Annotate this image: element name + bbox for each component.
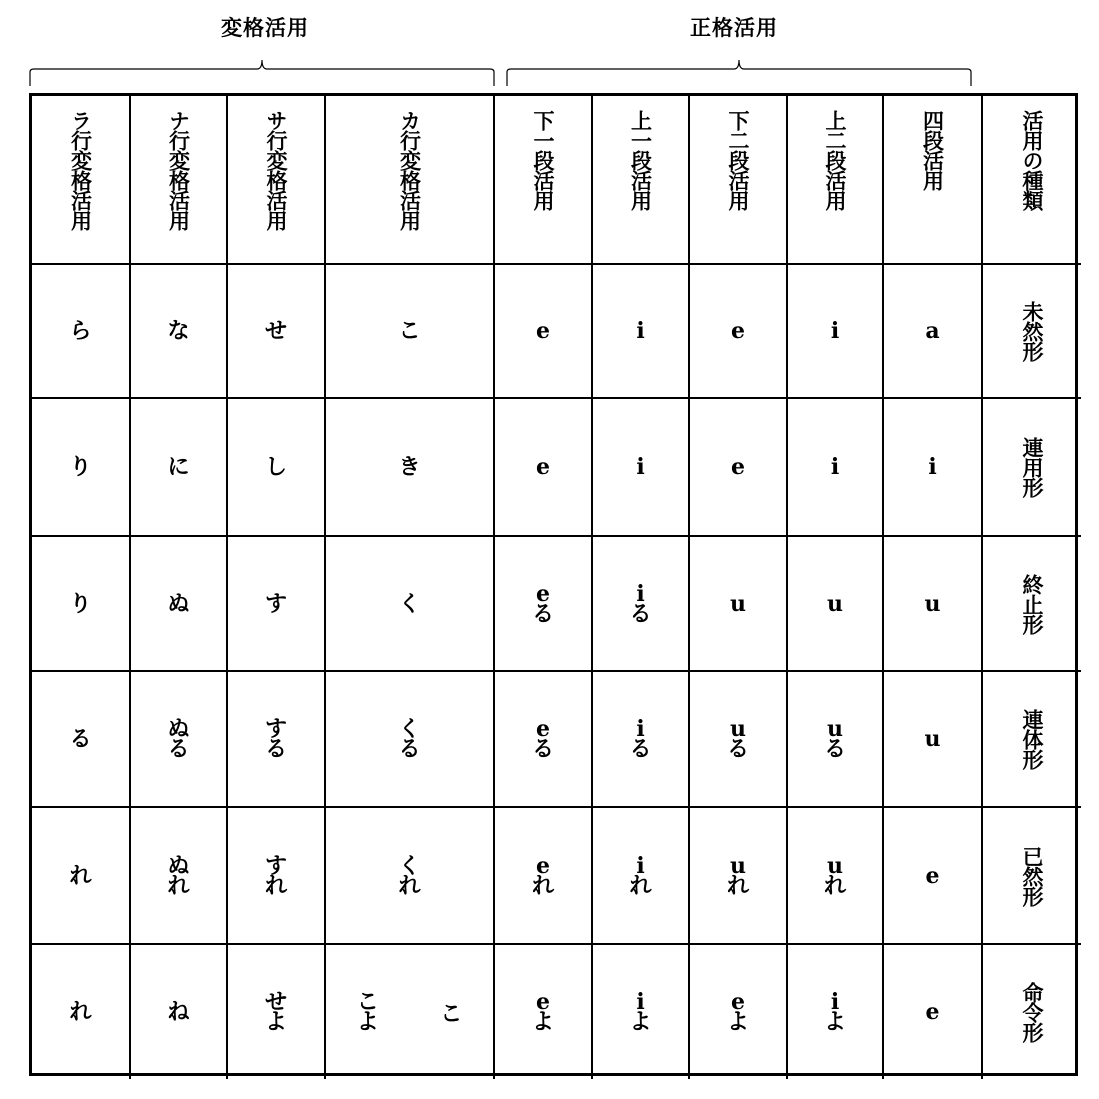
table-cell: [690, 945, 788, 1079]
row-label-cell: [983, 265, 1081, 399]
cell-text: u: [827, 590, 843, 617]
table-cell: [326, 399, 495, 537]
cell-text: る: [531, 736, 554, 762]
header-cell: [788, 96, 884, 265]
table-cell: [32, 399, 131, 537]
conjugation-table: [29, 93, 1078, 1076]
cell-text: こ: [356, 989, 379, 1015]
cell-text: に: [167, 454, 190, 480]
cell-text: a: [925, 318, 940, 344]
column-header: 下二段活用: [726, 110, 750, 210]
cell-text: る: [531, 600, 554, 627]
table-cell: [884, 672, 983, 808]
table-cell: [788, 808, 884, 945]
cell-text: れ: [398, 872, 421, 899]
table-cell: [326, 672, 495, 808]
table-cell: [788, 537, 884, 672]
table-cell: [131, 672, 228, 808]
table-cell: [326, 537, 495, 672]
cell-text: ね: [167, 999, 190, 1025]
cell-text: よ: [356, 1009, 379, 1035]
table-cell: [884, 537, 983, 672]
table-cell: [228, 945, 326, 1079]
header-cell: [131, 96, 228, 265]
table-cell: [32, 672, 131, 808]
cell-text: よ: [629, 1009, 652, 1035]
cell-text: し: [264, 454, 287, 480]
cell-text: る: [629, 736, 652, 762]
table-cell: [326, 808, 495, 945]
cell-text: り: [69, 454, 92, 480]
row-label: 未然形: [1020, 301, 1044, 361]
table-cell: [228, 399, 326, 537]
table-cell: [228, 265, 326, 399]
table-cell: [690, 399, 788, 537]
cell-text: せ: [264, 318, 287, 344]
header-cell: [32, 96, 131, 265]
cell-text: e: [730, 989, 745, 1015]
cell-text: な: [167, 318, 190, 344]
cell-text: よ: [823, 1009, 846, 1035]
cell-text: u: [730, 590, 746, 617]
cell-text: れ: [531, 872, 554, 899]
cell-text: e: [925, 862, 940, 889]
table-cell: [788, 399, 884, 537]
cell-text: こ: [440, 1000, 463, 1027]
table-cell: [228, 672, 326, 808]
cell-text: ぬ: [167, 852, 190, 879]
table-cell: [690, 808, 788, 945]
cell-text: ぬ: [167, 590, 190, 617]
row-label-cell: [983, 945, 1081, 1079]
table-cell: [32, 808, 131, 945]
table-cell: [593, 672, 690, 808]
table-cell: [690, 537, 788, 672]
table-cell: [788, 945, 884, 1079]
cell-text: よ: [726, 1009, 749, 1035]
cell-text: i: [928, 454, 937, 480]
cell-text: る: [823, 736, 846, 762]
header-cell: [593, 96, 690, 265]
cell-text: る: [167, 736, 190, 762]
irregular-group-title: 変格活用: [221, 16, 309, 40]
table-cell: [788, 265, 884, 399]
table-cell: [228, 537, 326, 672]
row-label: 連用形: [1020, 437, 1044, 497]
row-label-cell: [983, 808, 1081, 945]
table-cell: [495, 537, 593, 672]
cell-text: ら: [69, 318, 92, 344]
cell-text: す: [264, 590, 287, 617]
table-cell: [884, 945, 983, 1079]
cell-text: く: [398, 590, 421, 617]
row-label: 連体形: [1020, 709, 1044, 769]
cell-text: i: [636, 716, 645, 742]
table-cell: [690, 265, 788, 399]
cell-text: e: [535, 989, 550, 1015]
column-header: ナ行変格活用: [166, 110, 191, 230]
table-cell: [593, 399, 690, 537]
header-cell: [983, 96, 1081, 265]
header-cell: [228, 96, 326, 265]
cell-text: e: [536, 454, 550, 480]
cell-text: e: [535, 716, 550, 742]
cell-text: こ: [398, 318, 421, 344]
cell-text: れ: [629, 872, 652, 899]
regular-bracket: [505, 52, 973, 88]
cell-text: ぬ: [167, 716, 190, 742]
cell-text: u: [826, 852, 843, 879]
table-cell: [131, 537, 228, 672]
column-header: 下一段活用: [531, 110, 555, 210]
cell-text: る: [69, 726, 92, 752]
cell-text: よ: [264, 1009, 287, 1035]
cell-text: i: [636, 852, 645, 879]
column-header: 上二段活用: [823, 110, 847, 210]
cell-text: せ: [264, 989, 287, 1015]
table-cell: [495, 945, 593, 1079]
header-cell: [495, 96, 593, 265]
cell-text: れ: [69, 862, 92, 889]
cell-text: u: [729, 852, 746, 879]
table-cell: [131, 265, 228, 399]
table-cell: [32, 537, 131, 672]
table-cell: [690, 672, 788, 808]
cell-text: る: [726, 736, 749, 762]
regular-group-title: 正格活用: [690, 16, 778, 40]
cell-text: i: [830, 989, 840, 1015]
table-cell: [495, 672, 593, 808]
cell-text: り: [69, 590, 92, 617]
row-label-cell: [983, 672, 1081, 808]
cell-text: く: [398, 716, 421, 742]
cell-text: き: [398, 454, 421, 480]
column-header: ラ行変格活用: [68, 110, 93, 230]
cell-text: れ: [167, 872, 190, 899]
cell-text: く: [398, 852, 421, 879]
row-label: 終止形: [1020, 573, 1044, 634]
cell-text: i: [636, 580, 645, 607]
cell-text: れ: [823, 872, 846, 899]
row-label-cell: [983, 537, 1081, 672]
table-cell: [495, 399, 593, 537]
cell-text: e: [925, 999, 940, 1025]
cell-text: u: [729, 716, 746, 742]
cell-text: u: [826, 716, 843, 742]
cell-text: る: [264, 736, 287, 762]
cell-text: u: [924, 590, 941, 617]
table-cell: [131, 399, 228, 537]
header-cell: [326, 96, 495, 265]
cell-text: e: [731, 318, 745, 344]
column-header: 活用の種類: [1020, 110, 1044, 210]
table-cell: [593, 945, 690, 1079]
cell-text: よ: [531, 1009, 554, 1035]
table-cell: [32, 265, 131, 399]
cell-text: e: [536, 318, 550, 344]
table-cell: [884, 399, 983, 537]
cell-text: u: [924, 726, 941, 752]
table-cell: [32, 945, 131, 1079]
cell-text: i: [636, 989, 645, 1015]
cell-text: す: [264, 852, 287, 879]
table-cell: [131, 945, 228, 1079]
table-cell: [884, 808, 983, 945]
table-cell: [788, 672, 884, 808]
column-header: カ行変格活用: [397, 110, 422, 230]
cell-text: i: [830, 454, 840, 480]
header-cell: [884, 96, 983, 265]
cell-text: す: [264, 716, 287, 742]
table-cell: [326, 945, 495, 1079]
row-label-cell: [983, 399, 1081, 537]
column-header: 四段活用: [920, 110, 945, 190]
table-cell: [593, 265, 690, 399]
cell-text: れ: [69, 999, 92, 1025]
cell-text: る: [629, 600, 652, 627]
table-cell: [131, 808, 228, 945]
column-header: サ行変格活用: [264, 110, 288, 230]
cell-text: i: [636, 318, 645, 344]
column-header: 上一段活用: [628, 110, 653, 210]
table-cell: [495, 265, 593, 399]
cell-text: れ: [726, 872, 749, 899]
cell-text: る: [398, 736, 421, 762]
cell-text: e: [731, 454, 745, 480]
table-cell: [593, 808, 690, 945]
table-cell: [326, 265, 495, 399]
cell-text: i: [830, 318, 840, 344]
table-cell: [495, 808, 593, 945]
cell-text: e: [535, 852, 550, 879]
table-cell: [593, 537, 690, 672]
cell-text: e: [535, 580, 550, 607]
table-cell: [884, 265, 983, 399]
cell-text: i: [636, 454, 645, 480]
table-cell: [228, 808, 326, 945]
header-cell: [690, 96, 788, 265]
irregular-bracket: [29, 52, 496, 88]
cell-text: れ: [264, 872, 287, 899]
row-label: 已然形: [1020, 845, 1044, 906]
row-label: 命令形: [1020, 982, 1044, 1042]
